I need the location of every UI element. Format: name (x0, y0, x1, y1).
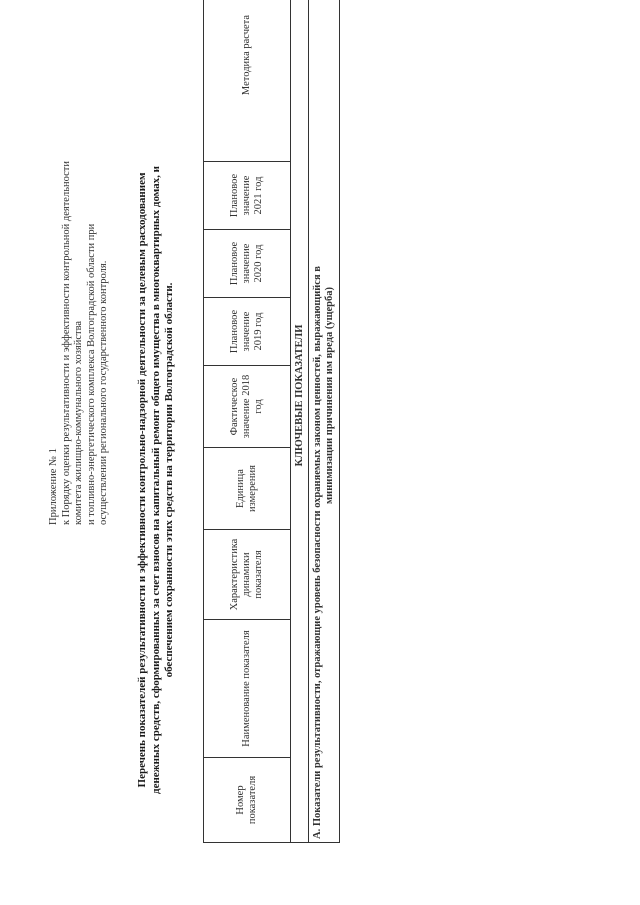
column-header: Плановое значение 2021 год (204, 162, 291, 230)
heading-line: обеспечением сохранности этих средств на территории Волгоградской области. (163, 282, 175, 678)
column-header: Плановое значение 2019 год (204, 298, 291, 366)
key-indicators-row (291, 0, 309, 843)
document-heading (136, 85, 177, 875)
indicators-table (203, 0, 340, 843)
appendix-line: Приложение № 1 (48, 448, 59, 525)
appendix-line: и топливно-энергетического комплекса Волгоградской области при (85, 223, 97, 525)
section-a-line: А. Показатели результативности, отражающие уровень безопасности охраняемых законом ценностей, выражающийся в (312, 266, 323, 839)
section-a-row (309, 0, 340, 843)
appendix-line: комитета жилищно-коммунального хозяйства (73, 320, 84, 525)
section-a-label (309, 0, 340, 843)
heading-line: денежных средств, сформированных за счет взносов на капитальный ремонт общего имущества в многоквартирных домах, и (149, 166, 162, 794)
column-header: Методика расчета (204, 0, 291, 162)
column-header: Единица измерения (204, 448, 291, 530)
column-header: Наименование показателя (204, 620, 291, 758)
appendix-note (48, 85, 111, 525)
heading-line: Перечень показателей результативности и эффективности контрольно-надзорной деятельности за целевым расходованием (136, 172, 148, 788)
section-title: КЛЮЧЕВЫЕ ПОКАЗАТЕЛИ (291, 0, 309, 843)
table-header-row (204, 0, 291, 843)
section-a-line: минимизации причинения им вреда (ущерба) (324, 287, 335, 504)
column-header: Фактическое значение 2018 год (204, 366, 291, 448)
column-header: Плановое значение 2020 год (204, 230, 291, 298)
appendix-line: к Порядку оценки результативности и эффективности контрольной деятельности (60, 161, 72, 525)
column-header: Номер показателя (204, 758, 291, 843)
appendix-line: осуществлении регионального государственного контроля. (98, 260, 109, 525)
column-header: Характеристика динамики показателя (204, 530, 291, 620)
